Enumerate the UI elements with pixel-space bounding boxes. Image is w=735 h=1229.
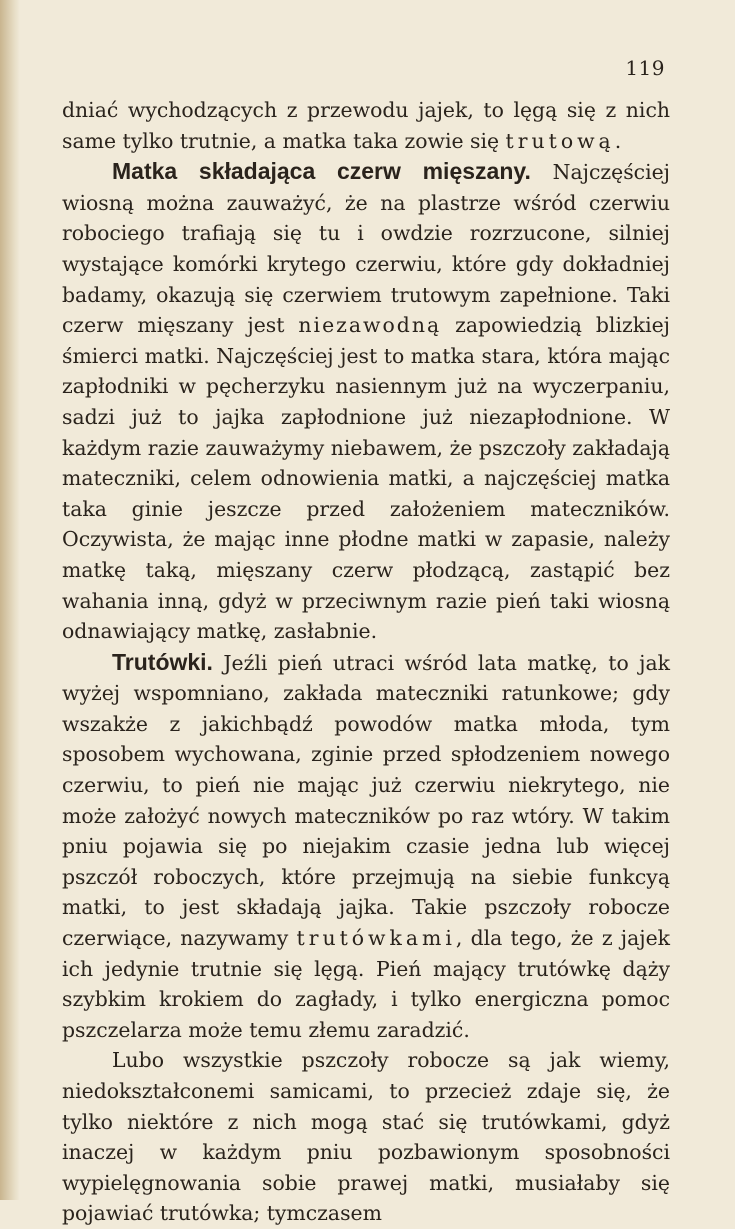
- page-edge: [0, 0, 20, 1200]
- text-run: .: [614, 128, 622, 153]
- text-run: zapowiedzią blizkiej śmierci matki. Najczęściej jest to matka stara, która mając zapłodniki w pęcherzyku nasiennym już na wyczerpaniu, sadzi już to jajka zapłodnione już niezapłodnione. W każdym razie zauważymy niebawem, że pszczoły zakładają mateczniki, celem odnowienia matki, a najczęściej matka taka ginie jeszcze przed założeniem mateczników. Oczywista, że mając inne płodne matki w zapasie, należy matkę taką, mięszany czerw płodzącą, zastąpić bez wahania inną, gdyż w przeciwnym razie pień taki wiosną odnawiający matkę, zasłabnie.: [62, 313, 670, 644]
- text-run: Lubo wszystkie pszczoły robocze są jak wiemy, niedokształconemi samicami, to przecież zdaje się, że tylko niektóre z nich mogą stać się trutówkami, gdyż inaczej w każdym pniu pozbawionym sposobności wypielęgnowania sobie prawej matki, musiałaby się pojawiać trutówka; tymczasem: [62, 1048, 670, 1226]
- paragraph-continuation: [62, 95, 670, 156]
- paragraph-laying-workers: [62, 647, 670, 1046]
- paragraph-final: [62, 1045, 670, 1229]
- text-run: Najczęściej wiosną można zauważyć, że na plastrze wśród czerwiu robociego trafiają się tu i owdzie rozrzucone, silniej wystające komórki krytego czerwiu, które gdy dokładniej badamy, okazują się czerwiem trutowym zapełnione. Taki czerw mięszany jest: [62, 160, 671, 338]
- text-run: , dla tego, że z jajek ich jedynie trutnie się lęgą. Pień mający trutówkę dąży szybkim krokiem do zagłady, i tylko energiczna pomoc pszczelarza może temu złemu zaradzić.: [62, 926, 670, 1042]
- emphasis-spaced: trutówkami: [296, 926, 456, 951]
- page-number: 119: [625, 56, 665, 80]
- section-heading: Matka składająca czerw mięszany.: [112, 158, 531, 185]
- text-block: [62, 95, 670, 1229]
- emphasis-spaced: niezawodną: [298, 313, 442, 338]
- emphasis-spaced: trutową: [505, 128, 615, 153]
- text-run: Jeźli pień utraci wśród lata matkę, to jak wyżej wspomniano, zakłada mateczniki ratunkowe; gdy wszakże z jakichbądź powodów matka młoda, tym sposobem wychowana, zginie przed spłodzeniem nowego czerwiu, to pień nie mając już czerwiu niekrytego, nie może założyć nowych mateczników po raz wtóry. W takim pniu pojawia się po niejakim czasie jedna lub więcej pszczół roboczych, które przejmują na siebie funkcyą matki, to jest składają jajka. Takie pszczoły robocze czerwiące, nazywamy: [62, 650, 670, 951]
- section-heading: Trutówki.: [112, 648, 213, 675]
- paragraph-mixed-brood: [62, 156, 670, 647]
- text-run: dniać wychodzących z przewodu jajek, to lęgą się z nich same tylko trutnie, a matka taka zowie się: [62, 98, 670, 153]
